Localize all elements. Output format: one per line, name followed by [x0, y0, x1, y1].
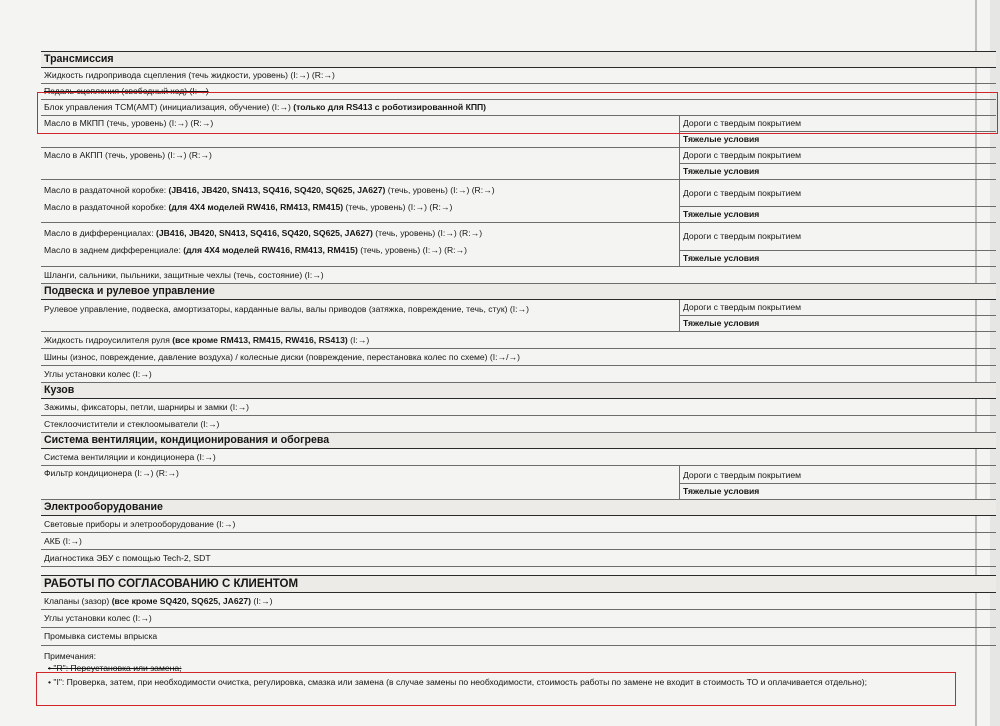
table-row-mt-oil: Масло в МКПП (течь, уровень) (I:→) (R:→) Дороги с твердым покрытием Тяжелые условия	[41, 116, 996, 148]
section-header-hvac: Система вентиляции, кондиционирования и обогрева	[41, 433, 996, 449]
maintenance-table	[41, 51, 996, 688]
table-row-hoses: Шланги, сальники, пыльники, защитные чехлы (течь, состояние) (I:→)	[41, 267, 996, 284]
table-row-clutch-pedal: Педаль сцепления (свободный ход) (I:→)	[41, 84, 996, 100]
section-header-transmission: Трансмиссия	[41, 51, 996, 68]
table-row-tires: Шины (износ, повреждение, давление воздуха) / колесные диски (повреждение, перестановка колес по схеме) (I:→/→)	[41, 349, 996, 366]
table-row-locks: Зажимы, фиксаторы, петли, шарниры и замки (I:→)	[41, 399, 996, 416]
table-row-diff-oil	[41, 223, 996, 267]
diff-line-1: Масло в дифференциалах: (JB416, JB420, SN413, SQ416, SQ420, SQ625, JA627) (течь, уровень) (I:→) (R:→)	[44, 228, 483, 238]
section-header-body: Кузов	[41, 383, 996, 399]
section-header-steering: Подвеска и рулевое управление	[41, 284, 996, 300]
table-row-ecu: Диагностика ЭБУ с помощью Tech-2, SDT	[41, 550, 996, 567]
condition-cell: Дороги с твердым покрытием Тяжелые условия	[680, 116, 996, 147]
table-row-alignment-2: Углы установки колес (I:→)	[41, 610, 996, 628]
table-row-lights: Световые приборы и элетрооборудование (I:→)	[41, 516, 996, 533]
table-row-battery: АКБ (I:→)	[41, 533, 996, 550]
note-i: • "I": Проверка, затем, при необходимости очистка, регулировка, смазка или замена (в случае замены по необходимости, стоимость работы по замене не входит в стоимость ТО и оплачивается отдельно);	[48, 677, 868, 687]
notes-title: Примечания:	[44, 651, 97, 661]
diff-line-2: Масло в заднем дифференциале: (для 4X4 моделей RW416, RM413, RM415) (течь, уровень) (I:→) (R:→)	[44, 245, 468, 255]
table-row-ventilation: Система вентиляции и кондиционера (I:→)	[41, 449, 996, 466]
table-row-steering-parts: Рулевое управление, подвеска, амортизаторы, карданные валы, валы приводов (затяжка, повреждение, течь, стук) (I:→) Дороги с твердым покрытием Тяжелые условия	[41, 300, 996, 332]
table-row-clutch-fluid: Жидкость гидропривода сцепления (течь жидкости, уровень) (I:→) (R:→)	[41, 68, 996, 84]
section-header-customer: РАБОТЫ ПО СОГЛАСОВАНИЮ С КЛИЕНТОМ	[41, 575, 996, 593]
table-row-ps-fluid: Жидкость гидроусилителя руля (все кроме RM413, RM415, RW416, RS413) (I:→)	[41, 332, 996, 349]
table-row-tcm	[41, 100, 996, 116]
condition-cell: Дороги с твердым покрытием Тяжелые условия	[680, 300, 996, 331]
tcm-text: Блок управления TCM(AMT) (инициализация, обучение) (I:→)	[44, 102, 294, 112]
table-row-injection: Промывка системы впрыска	[41, 628, 996, 646]
condition-cell: Дороги с твердым покрытием Тяжелые условия	[680, 466, 996, 499]
notes-block	[41, 650, 996, 688]
table-row-valves: Клапаны (зазор) (все кроме SQ420, SQ625, JA627) (I:→)	[41, 593, 996, 610]
condition-cell: Дороги с твердым покрытием Тяжелые условия	[680, 223, 996, 266]
condition-cell: Дороги с твердым покрытием Тяжелые условия	[680, 148, 996, 179]
table-row-alignment: Углы установки колес (I:→)	[41, 366, 996, 383]
condition-cell: Дороги с твердым покрытием Тяжелые условия	[680, 180, 996, 222]
note-r: • "R": Переустановка или замена;	[48, 663, 182, 673]
tcm-note: (только для RS413 с роботизированной КПП)	[293, 102, 487, 112]
table-row-wipers: Стеклоочистители и стеклоомыватели (I:→)	[41, 416, 996, 433]
table-row-at-oil: Масло в АКПП (течь, уровень) (I:→) (R:→) Дороги с твердым покрытием Тяжелые условия	[41, 148, 996, 180]
transfer-line-2: Масло в раздаточной коробке: (для 4X4 моделей RW416, RM413, RM415) (течь, уровень) (I:→) (R:→)	[44, 202, 453, 212]
transfer-line-1: Масло в раздаточной коробке: (JB416, JB420, SN413, SQ416, SQ420, SQ625, JA627) (течь, уровень) (I:→) (R:→)	[44, 185, 495, 195]
table-row-ac-filter: Фильтр кондиционера (I:→) (R:→) Дороги с твердым покрытием Тяжелые условия	[41, 466, 996, 500]
section-spacer	[41, 567, 996, 575]
table-row-transfer-oil	[41, 180, 996, 223]
section-header-electrical: Электрооборудование	[41, 500, 996, 516]
